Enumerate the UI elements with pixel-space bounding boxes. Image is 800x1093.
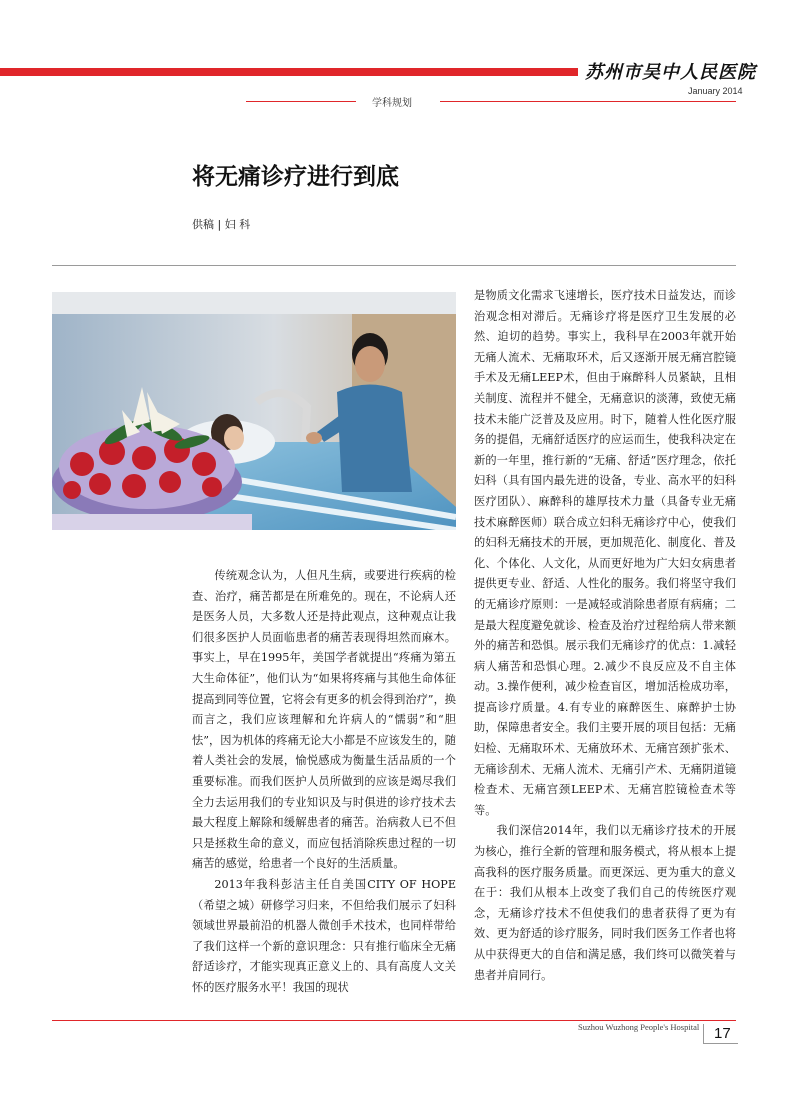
footer-hospital-name: Suzhou Wuzhong People's Hospital — [578, 1022, 700, 1032]
right-paragraph-2: 我们深信2014年，我们以无痛诊疗技术的开展为核心，推行全新的管理和服务模式，将从根本上提高我科的医疗服务质量。而更深远、更为重大的意义在于：我们从根本上改变了我们自己的传统医疗观念，无痛诊疗技术不但使我们的患者获得了更为有效、更为舒适的诊疗服务，同时我们医务工作者也将从中获得更大的自信和满足感，我们终可以微笑着与患者并肩同行。 — [474, 824, 736, 982]
hospital-name: 苏州市吴中人民医院 — [585, 62, 756, 83]
section-label: 学科规划 — [372, 98, 412, 109]
title-divider — [52, 265, 736, 266]
header-red-bar — [0, 68, 578, 76]
footer-rule — [52, 1020, 736, 1021]
ward-photo — [52, 292, 456, 530]
left-paragraph-2: 2013年我科彭洁主任自美国CITY OF HOPE（希望之城）研修学习归来，不但给我们展示了妇科领域世界最前沿的机器人微创手术技术，也同样带给了我们这样一个新的意识理念：只有推行临床全无痛舒适诊疗，才能实现真正意义上的、具有高度人文关怀的医疗服务水平！我国的现状 — [192, 877, 456, 994]
page-number: 17 — [714, 1025, 731, 1042]
article-right-column — [474, 286, 736, 986]
article-title: 将无痛诊疗进行到底 — [192, 164, 399, 190]
left-paragraph-1: 传统观念认为，人但凡生病，或要进行疾病的检查、治疗，痛苦都是在所难免的。现在，不论病人还是医务人员，大多数人还是持此观点，这种观点让我们很多医护人员面临患者的痛苦表现得坦然而麻木。事实上，早在1995年，美国学者就提出“疼痛为第五大生命体征”，他们认为“如果将疼痛与其他生命体征提高到同等位置，它将会有更多的机会得到治疗”，换而言之，我们应该理解和允许病人的“懦弱”和“胆怯”，因为机体的疼痛无论大小都是不应该发生的，随着人类社会的发展，愉悦感成为衡量生活品质的一个重要标准。而我们医护人员所做到的应该是竭尽我们全力去运用我们的专业知识及与时俱进的诊疗技术去最大程度上解除和缓解患者的痛苦。治病救人已不但只是拯救生命的意义，而应包括消除疾患过程的一切痛苦的感觉，给患者一个良好的生活质量。 — [192, 569, 456, 871]
article-byline: 供稿 | 妇 科 — [192, 218, 251, 231]
article-left-column — [192, 566, 456, 998]
header-rule-left — [246, 101, 356, 102]
right-paragraph-1: 是物质文化需求飞速增长，医疗技术日益发达，而诊治观念相对滞后。无痛诊疗将是医疗卫生发展的必然、迫切的趋势。事实上，我科早在2003年就开始无痛人流术、无痛取环术，后又逐渐开展无痛宫腔镜手术及无痛LEEP术，但由于麻醉科人员紧缺，且相关制度、流程并不健全，无痛意识的淡薄，致使无痛技术未能广泛普及及应用。时下，随着人性化医疗服务的提倡，无痛舒适医疗的应运而生，使我科决定在新的一年里，推行新的“无痛、舒适”医疗理念，依托妇科（具有国内最先进的设备，专业、高水平的妇科医疗团队）、麻醉科的雄厚技术力量（具备专业无痛技术麻醉医师）联合成立妇科无痛诊疗中心，使我们的妇科无痛技术的开展，更加规范化、制度化、普及化、个体化、人文化，从而更好地为广大妇女病患者提供更专业、舒适、人性化的服务。我们将坚守我们的无痛诊疗原则：一是减轻或消除患者原有病痛；二是最大程度避免就诊、检查及治疗过程给病人带来额外的痛苦和恐惧。展示我们无痛诊疗的优点：1.减轻病人痛苦和恐惧心理。2.减少不良反应及不自主体动。3.操作便利，减少检查盲区，增加活检成功率，提高诊疗质量。4.有专业的麻醉医生、麻醉护士协助，保障患者安全。我们主要开展的项目包括：无痛妇检、无痛取环术、无痛放环术、无痛宫颈扩张术、无痛诊刮术、无痛人流术、无痛引产术、无痛阴道镜检查术、无痛宫颈LEEP术、无痛宫腔镜检查术等等。 — [474, 289, 736, 817]
issue-date: January 2014 — [688, 86, 743, 96]
header-rule-right — [440, 101, 736, 102]
